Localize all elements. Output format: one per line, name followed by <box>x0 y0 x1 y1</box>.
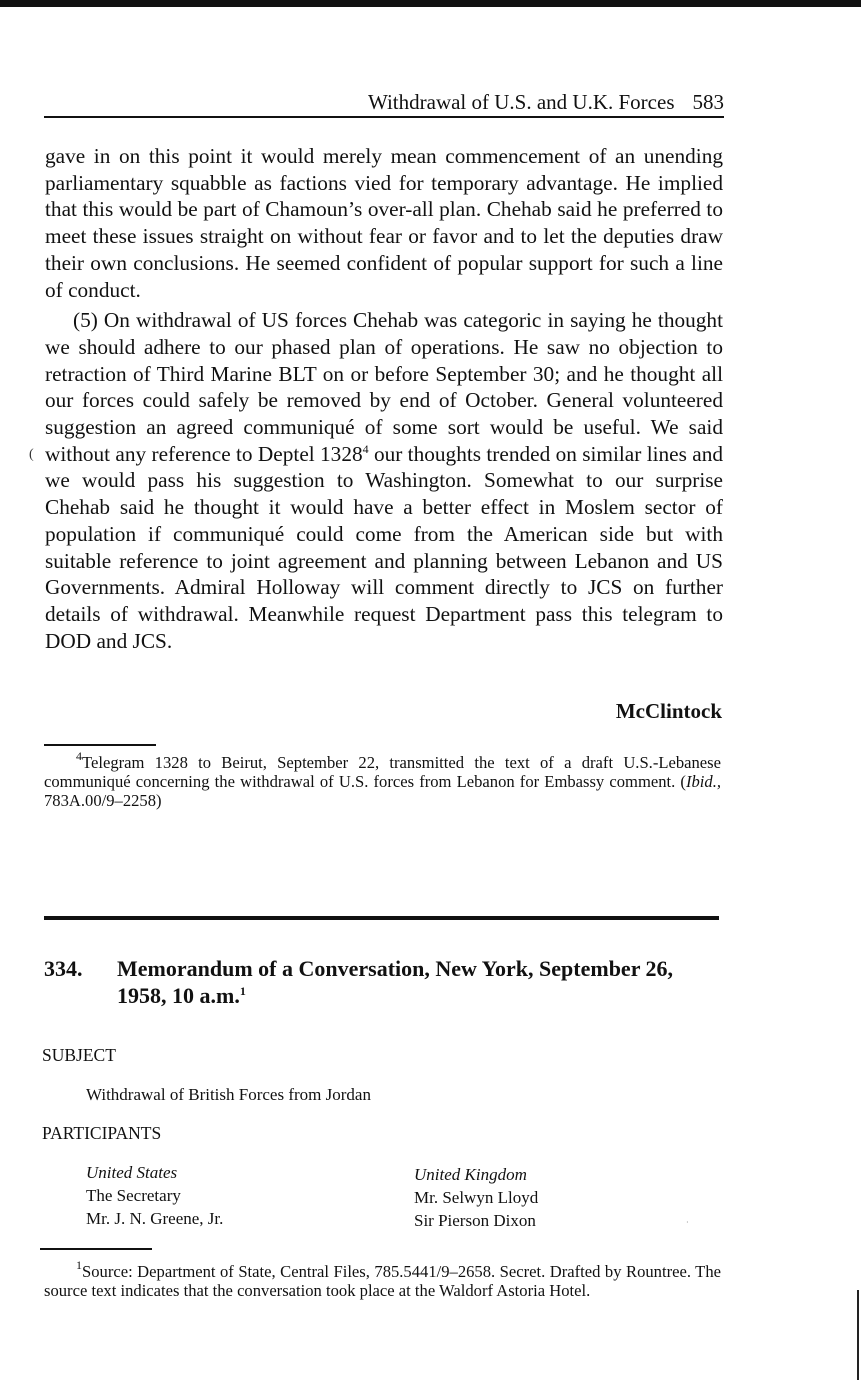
document-number: 334. <box>44 956 83 981</box>
margin-mark: ( <box>29 447 34 462</box>
participant: Mr. Selwyn Lloyd <box>414 1188 539 1207</box>
footnote-text-end: 783A.00/9–2258) <box>44 791 162 810</box>
section-divider <box>44 916 719 920</box>
footnote-ibid: Ibid., <box>685 772 721 791</box>
uk-heading: United Kingdom <box>414 1165 527 1184</box>
participant: Sir Pierson Dixon <box>414 1211 536 1230</box>
participant: The Secretary <box>86 1186 181 1205</box>
paragraph-text-before-ref: (5) On withdrawal of US forces Chehab was categoric in saying he thought we should adhere to our phased plan of operations. He saw no objection to retraction of Third Marine BLT on or before September 30; and he thought all our forces could safely be removed by end of October. General volunteered suggestion an agreed communiqué of some sort would be useful. We said without any reference to Deptel 1328 <box>45 308 723 466</box>
running-header <box>44 88 724 118</box>
document-title-text: Memorandum of a Conversation, New York, September 26, 1958, 10 a.m. <box>117 956 674 1008</box>
top-scan-border <box>0 0 861 7</box>
subject-text: Withdrawal of British Forces from Jordan <box>86 1085 371 1104</box>
footnote-text: Source: Department of State, Central Files, 785.5441/9–2658. Secret. Drafted by Rountree. The source text indicates that the conversation took place at the Waldorf Astoria Hotel. <box>44 1262 721 1300</box>
footnote-rule <box>44 744 156 746</box>
scan-edge <box>857 1290 859 1380</box>
participants-label: PARTICIPANTS <box>42 1123 162 1143</box>
scan-dot: · <box>686 1218 689 1227</box>
footnote-marker: 1 <box>76 1258 82 1272</box>
running-title: Withdrawal of U.S. and U.K. Forces <box>367 90 675 114</box>
footnote-ref-4[interactable]: 4 <box>362 441 369 456</box>
participants-us <box>86 1161 223 1230</box>
footnote-1 <box>44 1258 721 1300</box>
footnote-4 <box>44 749 721 810</box>
paragraph-continued: gave in on this point it would merely mean commencement of an unending parliamentary squabble as factions vied for temporary advantage. He implied that this would be part of Chamoun’s over-all plan. Chehab said he preferred to meet these issues straight on without fear or favor and to let the deputies draw their own conclusions. He seemed confident of popular support for such a line of conduct. <box>45 144 723 302</box>
footnote-rule <box>40 1248 152 1250</box>
paragraph-text-after-ref: our thoughts trended on similar lines and we would pass his suggestion to Washington. Somewhat to our surprise Chehab said he thought it would have a better effect in Moslem sector of population if communiqué could come from the American side but with suitable reference to joint agreement and planning between Lebanon and US Governments. Admiral Holloway will comment directly to JCS on further details of withdrawal. Meanwhile request Department pass this telegram to DOD and JCS. <box>45 441 723 653</box>
signature: McClintock <box>615 699 722 723</box>
participant: Mr. J. N. Greene, Jr. <box>86 1209 224 1228</box>
document-title <box>117 955 721 1009</box>
page-number: 583 <box>692 90 724 114</box>
footnote-marker: 4 <box>76 749 82 763</box>
footnote-ref-1[interactable]: 1 <box>239 984 246 998</box>
us-heading: United States <box>86 1163 178 1182</box>
paragraph-withdrawal <box>45 307 723 654</box>
telegram-body <box>45 143 723 654</box>
subject-label: SUBJECT <box>42 1045 116 1065</box>
participants-uk <box>414 1163 538 1232</box>
footnote-text: Telegram 1328 to Beirut, September 22, transmitted the text of a draft U.S.-Lebanese communiqué concerning the withdrawal of U.S. forces from Lebanon for Embassy comment. ( <box>44 753 721 791</box>
